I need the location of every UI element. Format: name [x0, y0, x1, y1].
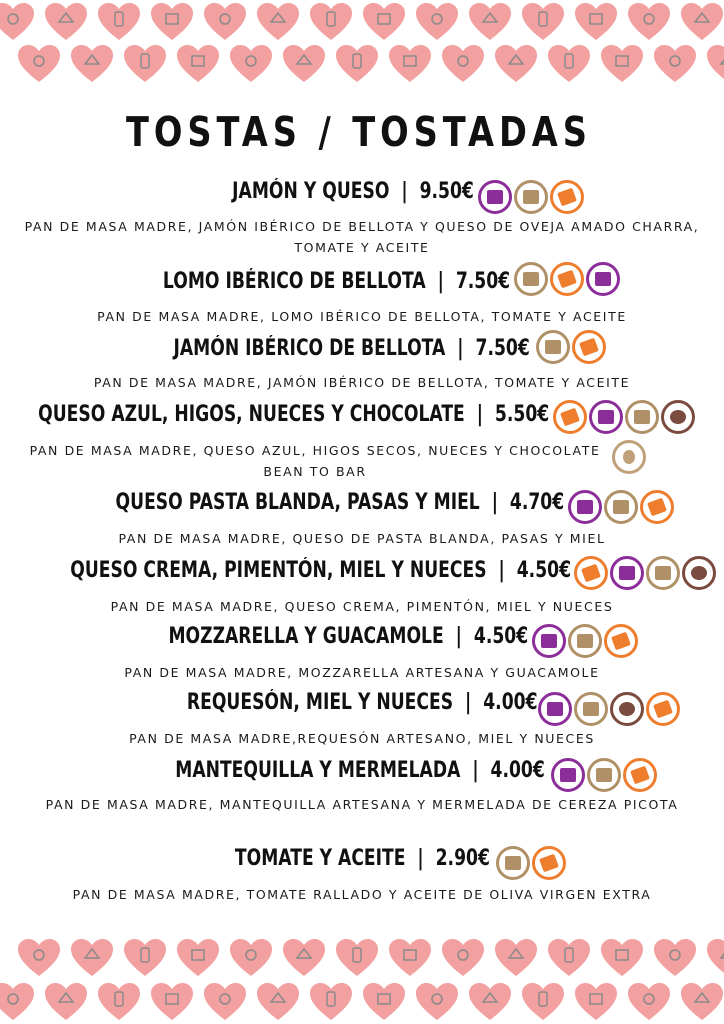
heart-icon [467, 2, 513, 42]
menu-item-name: LOMO IBÉRICO DE BELLOTA [162, 269, 426, 294]
heart-icon [520, 2, 566, 42]
heart-icon [175, 44, 221, 84]
heart-icon [96, 2, 142, 42]
page-title: TOSTAS / TOSTADAS [126, 108, 592, 156]
heart-icon [652, 938, 698, 978]
menu-item-price: 2.90€ [435, 846, 490, 871]
gluten-allergen-icon [550, 262, 584, 296]
heart-icon [414, 982, 460, 1022]
gluten-allergen-icon [553, 400, 587, 434]
menu-item-name: JAMÓN IBÉRICO DE BELLOTA [173, 336, 446, 361]
sulfites-allergen-icon [496, 846, 530, 880]
heart-icon [69, 44, 115, 84]
menu-item-heading [175, 756, 545, 786]
sulfites-allergen-icon [587, 758, 621, 792]
menu-item-heading [174, 334, 530, 364]
heart-icon [334, 44, 380, 84]
menu-item-name: MOZZARELLA Y GUACAMOLE [168, 624, 444, 649]
sulfites-allergen-icon [646, 556, 680, 590]
menu-item-price: 7.50€ [475, 336, 530, 361]
heart-icon [705, 44, 724, 84]
menu-item-name: JAMÓN Y QUESO [232, 179, 390, 204]
menu-item-description: PAN DE MASA MADRE, LOMO IBÉRICO DE BELLOTA, TOMATE Y ACEITE [97, 309, 627, 324]
heart-icon [626, 982, 672, 1022]
allergen-badges [568, 490, 674, 524]
separator: | [464, 402, 495, 427]
menu-item-description: PAN DE MASA MADRE, QUESO AZUL, HIGOS SECOS, NUECES Y CHOCOLATE BEAN TO BAR [29, 443, 601, 479]
menu-item-description: PAN DE MASA MADRE, JAMÓN IBÉRICO DE BELLOTA, TOMATE Y ACEITE [93, 375, 631, 390]
menu-item-description: PAN DE MASA MADRE, MANTEQUILLA ARTESANA Y MERMELADA DE CEREZA PICOTA [45, 797, 679, 812]
allergen-badges [538, 692, 680, 726]
separator: | [453, 690, 484, 715]
heart-icon [387, 938, 433, 978]
milk-allergen-icon [551, 758, 585, 792]
gluten-allergen-icon [604, 624, 638, 658]
heart-icon [679, 2, 724, 42]
separator: | [460, 758, 491, 783]
milk-allergen-icon [538, 692, 572, 726]
heart-icon [255, 2, 301, 42]
heart-icon [440, 44, 486, 84]
heart-icon [228, 44, 274, 84]
menu-item-heading [232, 177, 474, 207]
menu-item-description: PAN DE MASA MADRE,REQUESÓN ARTESANO, MIEL Y NUECES [129, 731, 595, 746]
menu-item-name: TOMATE Y ACEITE [235, 846, 406, 871]
menu-item-price: 4.00€ [483, 690, 538, 715]
soy-allergen-icon [612, 440, 646, 474]
allergen-badges [574, 556, 716, 590]
heart-icon [69, 938, 115, 978]
menu-item-name: QUESO AZUL, HIGOS, NUECES Y CHOCOLATE [37, 402, 465, 427]
menu-item-description: PAN DE MASA MADRE, MOZZARELLA ARTESANA Y GUACAMOLE [124, 665, 600, 680]
menu-item-price: 4.50€ [473, 624, 528, 649]
heart-icon [149, 2, 195, 42]
menu-item-description: PAN DE MASA MADRE, TOMATE RALLADO Y ACEITE DE OLIVA VIRGEN EXTRA [72, 887, 652, 902]
heart-icon [546, 938, 592, 978]
heart-row [16, 938, 724, 978]
menu-item-heading [38, 400, 549, 430]
heart-icon [599, 44, 645, 84]
heart-icon [228, 938, 274, 978]
allergen-badges [532, 624, 638, 658]
milk-allergen-icon [610, 556, 644, 590]
separator: | [425, 269, 456, 294]
heart-row [0, 2, 724, 42]
menu-item-name: MANTEQUILLA Y MERMELADA [175, 758, 461, 783]
menu-item-name: QUESO PASTA BLANDA, PASAS Y MIEL [115, 490, 480, 515]
separator: | [479, 490, 510, 515]
menu-item-price: 5.50€ [494, 402, 549, 427]
separator: | [486, 558, 517, 583]
heart-icon [705, 938, 724, 978]
menu-item-heading [115, 488, 564, 518]
heart-icon [308, 982, 354, 1022]
bottom-heart-border [0, 934, 724, 1024]
heart-icon [467, 982, 513, 1022]
menu-item-heading [163, 267, 510, 297]
nuts-allergen-icon [610, 692, 644, 726]
menu-item-price: 9.50€ [419, 179, 474, 204]
allergen-badges [536, 330, 606, 364]
menu-item-price: 4.00€ [490, 758, 545, 783]
menu-item-price: 4.50€ [516, 558, 571, 583]
heart-icon [334, 938, 380, 978]
heart-icon [0, 982, 36, 1022]
gluten-allergen-icon [640, 490, 674, 524]
heart-icon [387, 44, 433, 84]
heart-icon [308, 2, 354, 42]
sulfites-allergen-icon [536, 330, 570, 364]
allergen-badges [514, 262, 620, 296]
heart-icon [520, 982, 566, 1022]
gluten-allergen-icon [646, 692, 680, 726]
heart-icon [493, 44, 539, 84]
milk-allergen-icon [586, 262, 620, 296]
gluten-allergen-icon [572, 330, 606, 364]
menu-item-name: REQUESÓN, MIEL Y NUECES [187, 690, 454, 715]
heart-row [0, 982, 724, 1022]
allergen-badges [553, 400, 695, 434]
sulfites-allergen-icon [514, 262, 548, 296]
sulfites-allergen-icon [568, 624, 602, 658]
heart-icon [652, 44, 698, 84]
sulfites-allergen-icon [604, 490, 638, 524]
gluten-allergen-icon [532, 846, 566, 880]
milk-allergen-icon [478, 180, 512, 214]
nuts-allergen-icon [682, 556, 716, 590]
separator: | [445, 336, 476, 361]
menu-item-description: PAN DE MASA MADRE, QUESO DE PASTA BLANDA, PASAS Y MIEL [118, 531, 606, 546]
heart-icon [43, 2, 89, 42]
menu-item-heading [187, 688, 538, 718]
menu-item-heading [168, 622, 528, 652]
heart-icon [281, 44, 327, 84]
menu-item-heading [70, 556, 571, 586]
heart-icon [255, 982, 301, 1022]
heart-icon [175, 938, 221, 978]
heart-icon [122, 44, 168, 84]
heart-icon [202, 982, 248, 1022]
heart-icon [679, 982, 724, 1022]
heart-icon [493, 938, 539, 978]
heart-icon [16, 44, 62, 84]
heart-icon [573, 982, 619, 1022]
separator: | [405, 846, 436, 871]
heart-icon [573, 2, 619, 42]
heart-icon [626, 2, 672, 42]
allergen-badges [478, 180, 584, 214]
separator: | [443, 624, 474, 649]
heart-row [16, 44, 724, 84]
menu-item-price: 4.70€ [509, 490, 564, 515]
sulfites-allergen-icon [574, 692, 608, 726]
top-heart-border [0, 0, 724, 88]
allergen-badges [496, 846, 566, 880]
heart-icon [149, 982, 195, 1022]
menu-item-description: PAN DE MASA MADRE, QUESO CREMA, PIMENTÓN, MIEL Y NUECES [110, 599, 614, 614]
menu-item-price: 7.50€ [455, 269, 510, 294]
heart-icon [361, 2, 407, 42]
heart-icon [202, 2, 248, 42]
separator: | [389, 179, 420, 204]
nuts-allergen-icon [661, 400, 695, 434]
allergen-badges [551, 758, 657, 792]
heart-icon [16, 938, 62, 978]
heart-icon [122, 938, 168, 978]
milk-allergen-icon [568, 490, 602, 524]
gluten-allergen-icon [550, 180, 584, 214]
heart-icon [599, 938, 645, 978]
heart-icon [43, 982, 89, 1022]
milk-allergen-icon [532, 624, 566, 658]
heart-icon [361, 982, 407, 1022]
heart-icon [546, 44, 592, 84]
heart-icon [281, 938, 327, 978]
menu-item-heading [235, 844, 490, 874]
heart-icon [440, 938, 486, 978]
heart-icon [414, 2, 460, 42]
gluten-allergen-icon [623, 758, 657, 792]
gluten-allergen-icon [574, 556, 608, 590]
heart-icon [0, 2, 36, 42]
sulfites-allergen-icon [625, 400, 659, 434]
menu-item-name: QUESO CREMA, PIMENTÓN, MIEL Y NUECES [70, 558, 487, 583]
heart-icon [96, 982, 142, 1022]
sulfites-allergen-icon [514, 180, 548, 214]
menu-item-description: PAN DE MASA MADRE, JAMÓN IBÉRICO DE BELLOTA Y QUESO DE OVEJA AMADO CHARRA, TOMATE Y ACEITE [24, 219, 700, 255]
milk-allergen-icon [589, 400, 623, 434]
